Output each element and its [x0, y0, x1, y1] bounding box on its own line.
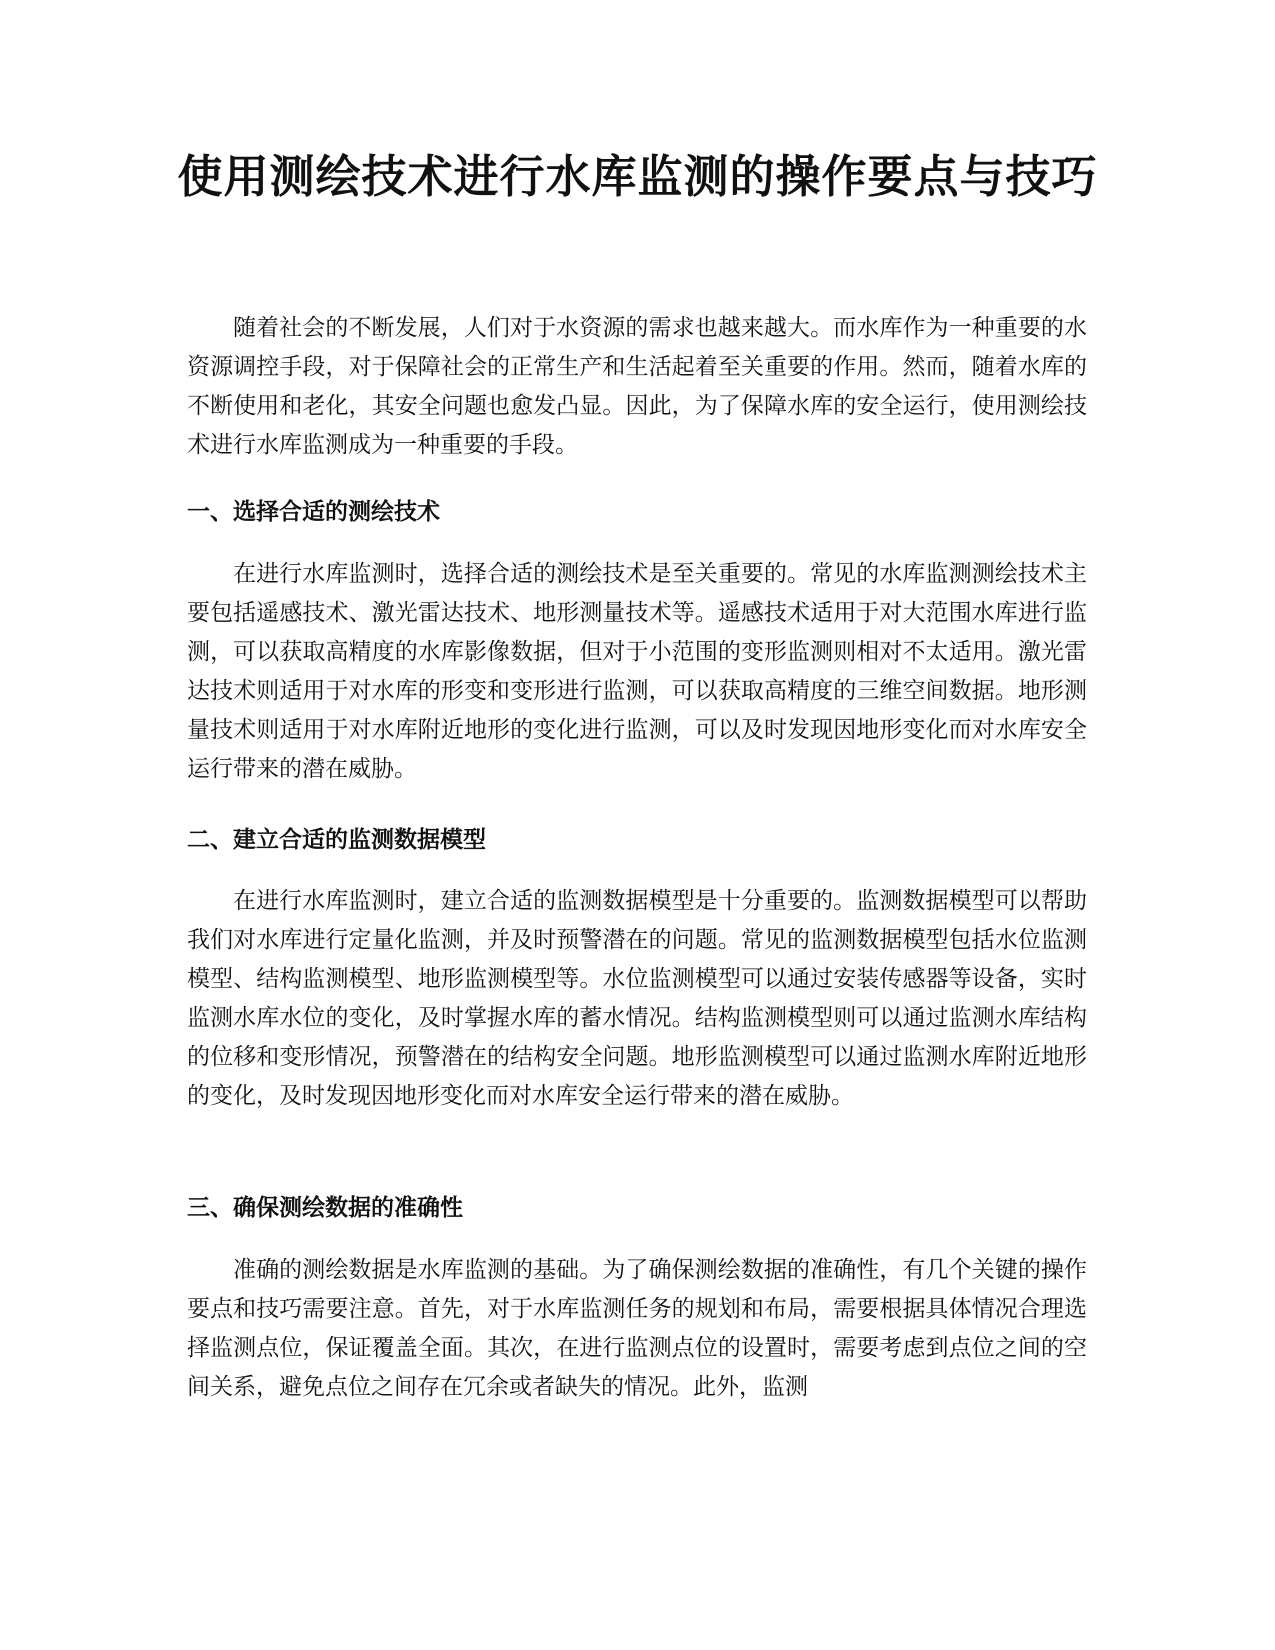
section-paragraph-3: 准确的测绘数据是水库监测的基础。为了确保测绘数据的准确性，有几个关键的操作要点和技巧需要注意。首先，对于水库监测任务的规划和布局，需要根据具体情况合理选择监测点位，保证覆盖全面。其次，在进行监测点位的设置时，需要考虑到点位之间的空间关系，避免点位之间存在冗余或者缺失的情况。此外，监测 — [187, 1257, 1087, 1400]
section-heading-2: 二、建立合适的监测数据模型 — [187, 827, 486, 853]
section-body-block-2 — [187, 882, 1087, 1116]
section-heading-1: 一、选择合适的测绘技术 — [187, 499, 440, 525]
intro-paragraph: 随着社会的不断发展，人们对于水资源的需求也越来越大。而水库作为一种重要的水资源调控手段，对于保障社会的正常生产和生活起着至关重要的作用。然而，随着水库的不断使用和老化，其安全问题也愈发凸显。因此，为了保障水库的安全运行，使用测绘技术进行水库监测成为一种重要的手段。 — [187, 315, 1087, 458]
section-paragraph-2: 在进行水库监测时，建立合适的监测数据模型是十分重要的。监测数据模型可以帮助我们对水库进行定量化监测，并及时预警潜在的问题。常见的监测数据模型包括水位监测模型、结构监测模型、地形监测模型等。水位监测模型可以通过安装传感器等设备，实时监测水库水位的变化，及时掌握水库的蓄水情况。结构监测模型则可以通过监测水库结构的位移和变形情况，预警潜在的结构安全问题。地形监测模型可以通过监测水库附近地形的变化，及时发现因地形变化而对水库安全运行带来的潜在威胁。 — [187, 888, 1087, 1109]
section-paragraph-1: 在进行水库监测时，选择合适的测绘技术是至关重要的。常见的水库监测测绘技术主要包括遥感技术、激光雷达技术、地形测量技术等。遥感技术适用于对大范围水库进行监测，可以获取高精度的水库影像数据，但对于小范围的变形监测则相对不太适用。激光雷达技术则适用于对水库的形变和变形进行监测，可以获取高精度的三维空间数据。地形测量技术则适用于对水库附近地形的变化进行监测，可以及时发现因地形变化而对水库安全运行带来的潜在威胁。 — [187, 561, 1087, 782]
page-title: 使用测绘技术进行水库监测的操作要点与技巧 — [177, 150, 1098, 203]
intro-paragraph-block — [187, 309, 1087, 465]
section-heading-3: 三、确保测绘数据的准确性 — [187, 1195, 463, 1221]
section-body-block-1 — [187, 555, 1087, 789]
section-body-block-3 — [187, 1251, 1087, 1407]
